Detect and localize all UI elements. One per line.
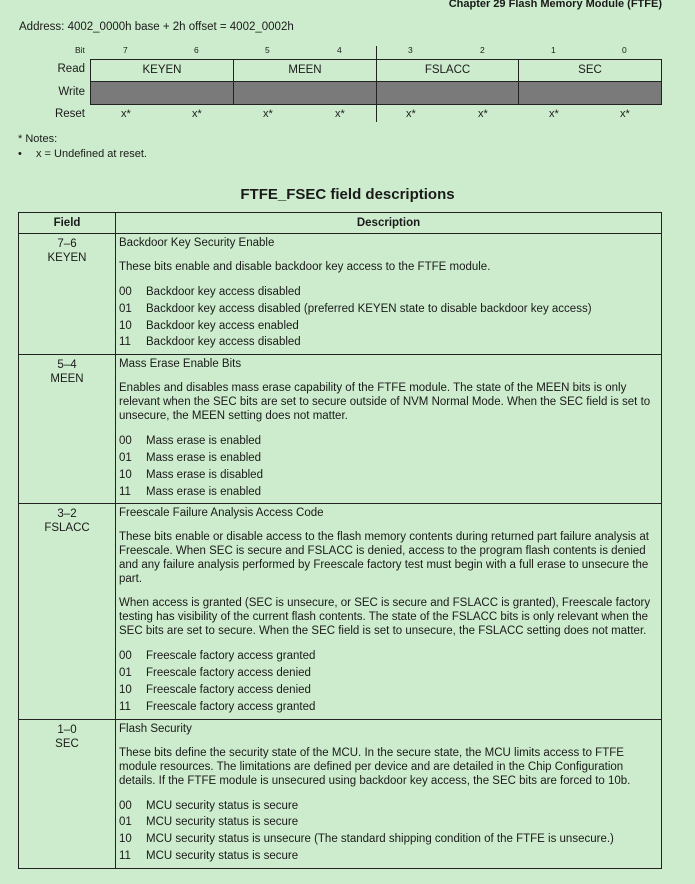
enum-code: 10: [119, 319, 132, 332]
reset-value: x*: [549, 108, 559, 120]
bit-number: 4: [337, 45, 342, 55]
write-cell: [518, 81, 662, 105]
register-address: Address: 4002_0000h base + 2h offset = 4002_0002h: [19, 21, 294, 33]
bit-number: 6: [194, 45, 199, 55]
enum-item: [119, 318, 658, 335]
bit-label: Bit: [75, 45, 85, 55]
enum-text: Mass erase is enabled: [146, 451, 262, 464]
field-keyen: KEYEN: [90, 59, 234, 82]
description-column-header: Description: [116, 213, 662, 234]
field-cell: [19, 719, 116, 868]
enum-item: [119, 831, 658, 848]
bit-number: 1: [551, 45, 556, 55]
enum-code: 10: [119, 833, 132, 846]
description-cell: [116, 719, 662, 868]
field-fslacc: FSLACC: [376, 59, 519, 82]
enum-item: [119, 699, 658, 716]
enum-item: [119, 814, 658, 831]
field-bits: 3–2: [57, 508, 77, 521]
enum-item: [119, 301, 658, 318]
reset-value: x*: [192, 108, 202, 120]
enum-code: 11: [119, 849, 131, 862]
chapter-header: Chapter 29 Flash Memory Module (FTFE): [448, 0, 662, 10]
enum-item: [119, 433, 658, 450]
description-paragraph: These bits define the security state of the MCU. In the secure state, the MCU limits access to FTFE module resources. The limitations are defined per device and are detailed in the Chip Configuration details. If the FTFE module is unsecured using backdoor key access, the SEC bits are forced to 10b.: [119, 746, 631, 787]
enum-code: 11: [119, 700, 131, 713]
enum-code: 01: [119, 816, 132, 829]
bit-number: 3: [408, 45, 413, 55]
write-label: Write: [58, 86, 85, 98]
enum-text: Mass erase is enabled: [146, 435, 262, 448]
description-heading: Flash Security: [119, 722, 192, 735]
enum-code: 10: [119, 683, 132, 696]
field-bits: 7–6: [57, 238, 77, 250]
field-cell: [19, 355, 116, 504]
write-cell: [376, 81, 519, 105]
enum-text: Backdoor key access disabled: [146, 286, 301, 298]
table-title: FTFE_FSEC field descriptions: [240, 186, 455, 203]
enum-item: [119, 665, 658, 682]
notes: [18, 132, 147, 162]
enum-item: [119, 648, 658, 665]
write-cell: [233, 81, 377, 105]
field-cell: [19, 504, 116, 719]
description-paragraph: Enables and disables mass erase capability of the FTFE module. The state of the MEEN bits is only relevant when the SEC bits are set to secure outside of NVM Normal Mode. When the SEC field is set to unsecure, the MEEN setting does not matter.: [119, 382, 651, 423]
bit-number: 2: [480, 45, 485, 55]
reset-label: Reset: [54, 108, 85, 120]
enum-text: Backdoor key access disabled: [146, 336, 301, 349]
enum-code: 10: [119, 468, 132, 481]
field-bits: 5–4: [57, 359, 77, 372]
enum-list: [119, 648, 658, 715]
field-column-header: Field: [19, 213, 116, 234]
field-meen: MEEN: [233, 59, 377, 82]
description-cell: [116, 234, 662, 355]
field-descriptions-table: [18, 212, 662, 869]
enum-text: Mass erase is enabled: [146, 485, 262, 498]
field-name: FSLACC: [44, 522, 90, 535]
enum-text: Backdoor key access disabled (preferred KEYEN state to disable backdoor key access): [146, 302, 592, 315]
enum-item: [119, 798, 658, 815]
enum-text: Freescale factory access denied: [146, 683, 311, 696]
reset-value: x*: [620, 108, 630, 120]
enum-text: MCU security status is secure: [146, 849, 299, 862]
field-name: MEEN: [50, 373, 84, 386]
reset-value: x*: [263, 108, 273, 120]
enum-list: [119, 284, 658, 351]
field-name: SEC: [55, 737, 79, 750]
reset-value: x*: [478, 108, 488, 120]
bit-number: 5: [265, 45, 270, 55]
enum-code: 00: [119, 286, 132, 298]
enum-text: MCU security status is secure: [146, 799, 299, 812]
description-paragraph: These bits enable and disable backdoor key access to the FTFE module.: [119, 261, 491, 273]
field-cell: [19, 234, 116, 355]
write-cell: [90, 81, 234, 105]
enum-item: [119, 467, 658, 484]
enum-item: [119, 450, 658, 467]
enum-text: MCU security status is secure: [146, 816, 299, 829]
enum-item: [119, 284, 658, 301]
enum-item: [119, 334, 658, 351]
enum-text: Backdoor key access enabled: [146, 319, 299, 332]
enum-item: [119, 682, 658, 699]
field-bits: 1–0: [57, 723, 77, 736]
enum-code: 00: [119, 650, 132, 663]
enum-text: Freescale factory access granted: [146, 650, 316, 663]
bullet: •: [18, 148, 22, 160]
enum-text: Freescale factory access granted: [146, 700, 316, 713]
enum-text: MCU security status is unsecure (The standard shipping condition of the FTFE is unsecure.): [146, 833, 614, 846]
description-cell: [116, 504, 662, 719]
enum-list: [119, 798, 658, 865]
bit-number: 0: [622, 45, 627, 55]
reset-value: x*: [406, 108, 416, 120]
enum-code: 11: [119, 336, 131, 349]
reset-value: x*: [335, 108, 345, 120]
note-item: x = Undefined at reset.: [36, 148, 147, 160]
description-heading: Mass Erase Enable Bits: [119, 358, 242, 371]
enum-code: 01: [119, 667, 132, 680]
reset-value: x*: [121, 108, 131, 120]
field-sec: SEC: [518, 59, 662, 82]
enum-list: [119, 433, 658, 500]
table-row: [19, 504, 662, 719]
description-paragraph: When access is granted (SEC is unsecure, or SEC is secure and FSLACC is granted), Freescale factory testing has visibility of the current flash contents. The state of the FSLACC bits is only relevant when the SEC bits are set to secure. When the SEC field is set to unsecure, the FSLACC setting does not matter.: [119, 597, 651, 638]
description-heading: Freescale Failure Analysis Access Code: [119, 507, 324, 520]
enum-code: 11: [119, 485, 131, 498]
enum-text: Freescale factory access denied: [146, 667, 311, 680]
enum-code: 01: [119, 302, 132, 315]
enum-text: Mass erase is disabled: [146, 468, 263, 481]
bit-number: 7: [123, 45, 128, 55]
read-label: Read: [57, 63, 85, 75]
description-heading: Backdoor Key Security Enable: [119, 237, 275, 249]
field-name: KEYEN: [47, 252, 87, 264]
table-row: [19, 719, 662, 868]
enum-code: 01: [119, 451, 132, 464]
enum-code: 00: [119, 799, 132, 812]
description-cell: [116, 355, 662, 504]
table-row: [19, 355, 662, 504]
table-header-row: [19, 213, 662, 234]
enum-item: [119, 484, 658, 501]
table-row: [19, 234, 662, 355]
enum-code: 00: [119, 435, 132, 448]
notes-title: * Notes:: [18, 133, 58, 145]
description-paragraph: These bits enable or disable access to the flash memory contents during returned part failure analysis at Freescale. When SEC is secure and FSLACC is denied, access to the program flash contents is denied and any failure analysis performed by Freescale factory test must begin with a full erase to unsecure the part.: [119, 531, 649, 586]
enum-item: [119, 848, 658, 865]
